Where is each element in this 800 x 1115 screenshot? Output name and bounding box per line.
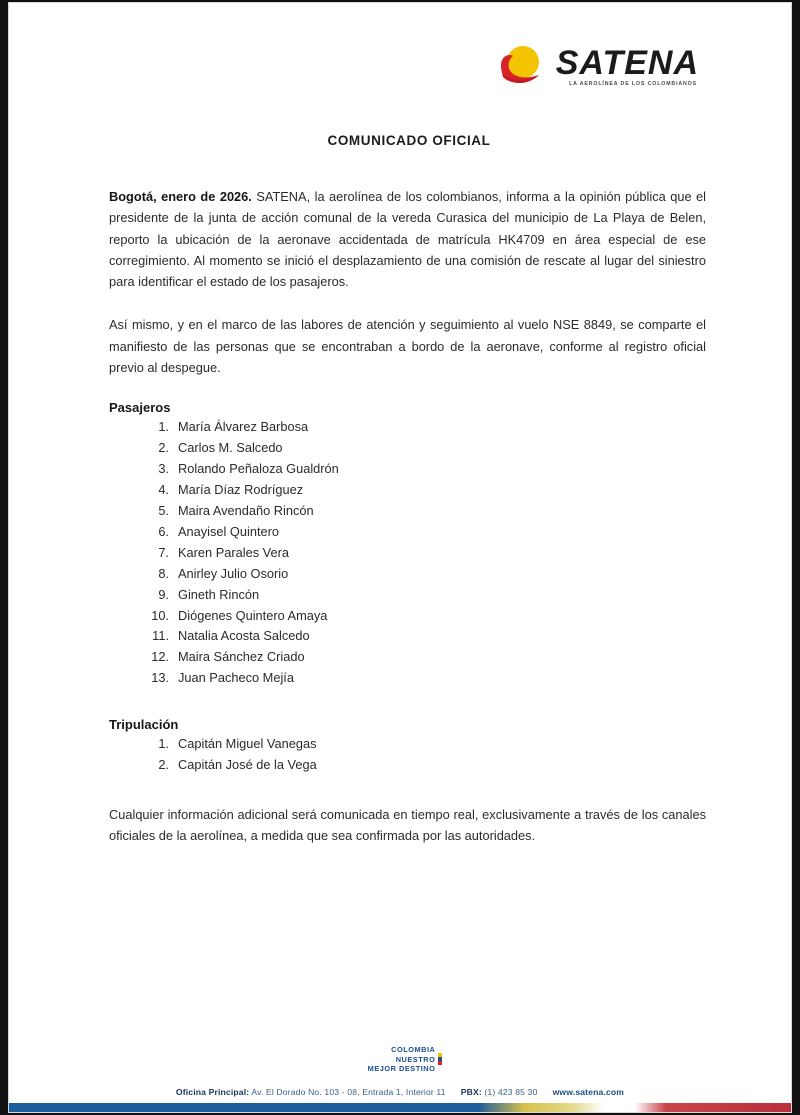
list-item-number: 1. <box>158 736 169 752</box>
seal-line-3: MEJOR DESTINO <box>367 1063 436 1073</box>
paragraph-closing: Cualquier información adicional será comunicada en tiempo real, exclusivamente a través de los canales oficiales de la aerolínea, a medida que sea confirmada por las autoridades. <box>109 806 706 844</box>
paragraph-intro-text: SATENA, la aerolínea de los colombianos, informa a la opinión pública que el presidente de la junta de acción comunal de la vereda Curasica del municipio de La Playa de Belen, reporto la ubicación de la aeronave accidentada de matrícula HK4709 en área especial de ese corregimiento. Al momento se inició el desplazamiento de una comisión de rescate al lugar del siniestro para identificar el estado de los pasajeros. <box>109 189 706 290</box>
list-item <box>147 606 706 627</box>
paragraph-manifest: Así mismo, y en el marco de las labores de atención y seguimiento al vuelo NSE 8849, se comparte el manifiesto de las personas que se encontraban a bordo de la aeronave, conforme al registro oficial previo al despegue. <box>109 317 706 376</box>
satena-logo-text <box>556 43 699 88</box>
list-item-number: 9. <box>158 586 169 602</box>
list-item <box>147 522 706 543</box>
passengers-heading: Pasajeros <box>109 400 171 416</box>
list-item-label: Capitán Miguel Vanegas <box>178 736 317 752</box>
list-item <box>147 417 706 438</box>
list-item-label: María Álvarez Barbosa <box>178 419 309 435</box>
satena-tagline: LA AEROLÍNEA DE LOS COLOMBIANOS <box>569 80 697 88</box>
page-title: COMUNICADO OFICIAL <box>327 133 491 148</box>
flag-bar-red <box>438 1061 442 1065</box>
flag-band-blue-segment <box>9 1103 416 1112</box>
colombia-seal-text <box>368 1045 436 1073</box>
list-item-label: Rolando Peñaloza Gualdrón <box>178 461 339 477</box>
list-item-number: 12. <box>151 649 169 665</box>
list-item-number: 3. <box>158 461 169 477</box>
footer-website-link[interactable]: www.satena.com <box>552 1087 625 1097</box>
footer-flag-band <box>9 1103 791 1112</box>
list-item-number: 2. <box>158 440 169 456</box>
crew-heading: Tripulación <box>109 717 179 733</box>
footer-pbx-label: PBX: <box>460 1087 482 1097</box>
footer-office-address: Av. El Dorado No. 103 - 08, Entrada 1, Interior 11 <box>251 1087 446 1097</box>
document-header <box>9 3 791 115</box>
list-item-label: Diógenes Quintero Amaya <box>178 607 328 623</box>
list-item-label: Carlos M. Salcedo <box>178 440 283 456</box>
document-body <box>9 186 791 847</box>
footer-office-label: Oficina Principal: <box>175 1087 250 1097</box>
list-item <box>147 755 706 776</box>
list-item-number: 11. <box>152 628 169 644</box>
list-item-number: 13. <box>151 670 169 686</box>
list-item <box>147 564 706 585</box>
list-item-number: 2. <box>158 757 169 773</box>
colombia-flag-bars-icon <box>438 1053 442 1065</box>
list-item <box>147 501 706 522</box>
list-item-number: 7. <box>158 544 169 560</box>
list-item <box>147 543 706 564</box>
list-item-label: Anirley Julio Osorio <box>178 565 289 581</box>
list-item-label: Natalia Acosta Salcedo <box>178 628 310 644</box>
crew-list <box>109 734 706 776</box>
footer-pbx-number: (1) 423 85 30 <box>484 1087 538 1097</box>
passengers-list <box>109 417 706 689</box>
list-item-label: Juan Pacheco Mejía <box>178 670 294 686</box>
dateline: Bogotá, enero de 2026. <box>109 189 252 204</box>
satena-wordmark: SATENA <box>555 44 699 82</box>
satena-logo-mark-icon <box>492 43 552 89</box>
list-item-number: 5. <box>158 503 169 518</box>
list-item-label: Maira Avendaño Rincón <box>178 503 314 518</box>
list-item-label: Gineth Rincón <box>178 586 260 602</box>
list-item-label: María Díaz Rodríguez <box>178 482 304 498</box>
list-item-number: 1. <box>158 419 169 435</box>
list-item <box>147 438 706 459</box>
list-item <box>147 480 706 501</box>
list-item <box>147 734 706 755</box>
list-item-label: Capitán José de la Vega <box>178 757 317 773</box>
seal-line-1: COLOMBIA <box>391 1045 436 1055</box>
paragraph-intro <box>109 186 706 292</box>
list-item-number: 6. <box>158 523 169 539</box>
colombia-seal <box>9 1045 791 1073</box>
list-item-number: 4. <box>158 482 169 498</box>
list-item-number: 8. <box>158 565 169 581</box>
list-item-label: Karen Parales Vera <box>178 544 289 560</box>
footer-contact-line <box>9 1087 791 1103</box>
list-item <box>147 626 706 647</box>
list-item <box>147 585 706 606</box>
list-item-label: Maira Sánchez Criado <box>178 649 305 665</box>
document-page <box>9 3 791 1112</box>
list-item <box>147 459 706 480</box>
seal-line-2: NUESTRO <box>395 1054 436 1064</box>
satena-logo <box>492 43 699 89</box>
list-item <box>147 647 706 668</box>
document-footer <box>9 1045 791 1112</box>
list-item-number: 10. <box>151 607 169 623</box>
list-item-label: Anayisel Quintero <box>178 523 280 539</box>
list-item <box>147 668 706 689</box>
